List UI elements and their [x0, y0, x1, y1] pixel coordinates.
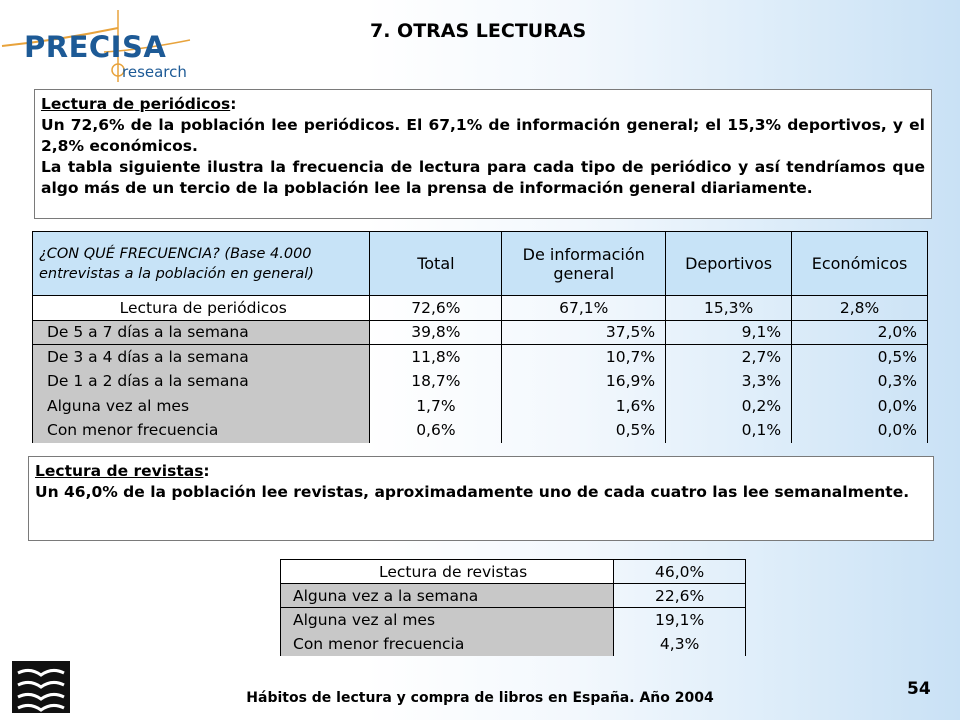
periodicos-paragraph-1: Un 72,6% de la población lee periódicos. El 67,1% de información general; el 15,3% deportivos, y el 2,8% económicos.: [41, 116, 925, 155]
cell-deportivos: 9,1%: [666, 320, 792, 345]
table-row: [33, 394, 928, 419]
precisa-logo: [0, 0, 200, 90]
cell-total: 11,8%: [370, 345, 502, 370]
total-header: Total: [370, 232, 502, 296]
cell-total: 72,6%: [370, 296, 502, 321]
page-title: 7. OTRAS LECTURAS: [370, 20, 587, 42]
table-row: [281, 584, 746, 608]
table-row: [33, 345, 928, 370]
periodicos-heading: Lectura de periódicos: [41, 95, 231, 113]
cell-total: 39,8%: [370, 320, 502, 345]
row-label: Con menor frecuencia: [281, 632, 614, 656]
revistas-paragraph: Un 46,0% de la población lee revistas, aproximadamente uno de cada cuatro las lee semanalmente.: [35, 483, 910, 501]
cell-value: 22,6%: [614, 584, 746, 608]
frequency-table: [32, 231, 928, 443]
revistas-textbox: Lectura de revistas: Un 46,0% de la población lee revistas, aproximadamente uno de cada cuatro las lee semanalmente.: [28, 456, 934, 541]
general-header: De información general: [502, 232, 666, 296]
periodicos-paragraph-2: La tabla siguiente ilustra la frecuencia de lectura para cada tipo de periódico y así tendríamos que algo más de un tercio de la población lee la prensa de información general diariamente.: [41, 158, 925, 197]
row-label: De 1 a 2 días a la semana: [33, 369, 370, 394]
cell-general: 0,5%: [502, 418, 666, 443]
cell-total: 18,7%: [370, 369, 502, 394]
cell-general: 16,9%: [502, 369, 666, 394]
cell-general: 1,6%: [502, 394, 666, 419]
cell-total: 1,7%: [370, 394, 502, 419]
table-row: [33, 369, 928, 394]
page-number: 54: [907, 679, 931, 699]
table-row: [33, 320, 928, 345]
row-label: De 5 a 7 días a la semana: [33, 320, 370, 345]
cell-economicos: 0,0%: [792, 394, 928, 419]
row-label: Lectura de periódicos: [33, 296, 370, 321]
table-row: [281, 608, 746, 632]
row-label: Alguna vez a la semana: [281, 584, 614, 608]
cell-deportivos: 0,2%: [666, 394, 792, 419]
logo-word: PRECISA: [24, 30, 167, 64]
cell-economicos: 2,0%: [792, 320, 928, 345]
row-label: Lectura de revistas: [281, 560, 614, 584]
cell-deportivos: 3,3%: [666, 369, 792, 394]
table-row: [33, 418, 928, 443]
cell-value: 46,0%: [614, 560, 746, 584]
economicos-header: Económicos: [792, 232, 928, 296]
cell-general: 37,5%: [502, 320, 666, 345]
cell-economicos: 0,3%: [792, 369, 928, 394]
deportivos-header: Deportivos: [666, 232, 792, 296]
cell-deportivos: 2,7%: [666, 345, 792, 370]
cell-economicos: 0,0%: [792, 418, 928, 443]
question-header: ¿CON QUÉ FRECUENCIA? (Base 4.000 entrevistas a la población en general): [33, 232, 370, 296]
cell-general: 10,7%: [502, 345, 666, 370]
table-header-row: [33, 232, 928, 296]
periodicos-textbox: Lectura de periódicos: Un 72,6% de la población lee periódicos. El 67,1% de información general; el 15,3% deportivos, y el 2,8% económicos. La tabla siguiente ilustra la frecuencia de lectura para cada tipo de periódico y así tendríamos que algo más de un tercio de la población lee la prensa de información general diariamente.: [34, 89, 932, 219]
cell-economicos: 2,8%: [792, 296, 928, 321]
cell-value: 4,3%: [614, 632, 746, 656]
row-label: Alguna vez al mes: [33, 394, 370, 419]
row-label: Alguna vez al mes: [281, 608, 614, 632]
table-row: [281, 560, 746, 584]
revistas-table: [280, 559, 746, 656]
cell-deportivos: 15,3%: [666, 296, 792, 321]
row-label: Con menor frecuencia: [33, 418, 370, 443]
cell-deportivos: 0,1%: [666, 418, 792, 443]
cell-total: 0,6%: [370, 418, 502, 443]
row-label: De 3 a 4 días a la semana: [33, 345, 370, 370]
logo-subword: research: [122, 63, 187, 81]
revistas-heading: Lectura de revistas: [35, 462, 204, 480]
cell-value: 19,1%: [614, 608, 746, 632]
cell-general: 67,1%: [502, 296, 666, 321]
cell-economicos: 0,5%: [792, 345, 928, 370]
table-row: [33, 296, 928, 321]
table-row: [281, 632, 746, 656]
footer-text: Hábitos de lectura y compra de libros en España. Año 2004: [246, 690, 714, 706]
